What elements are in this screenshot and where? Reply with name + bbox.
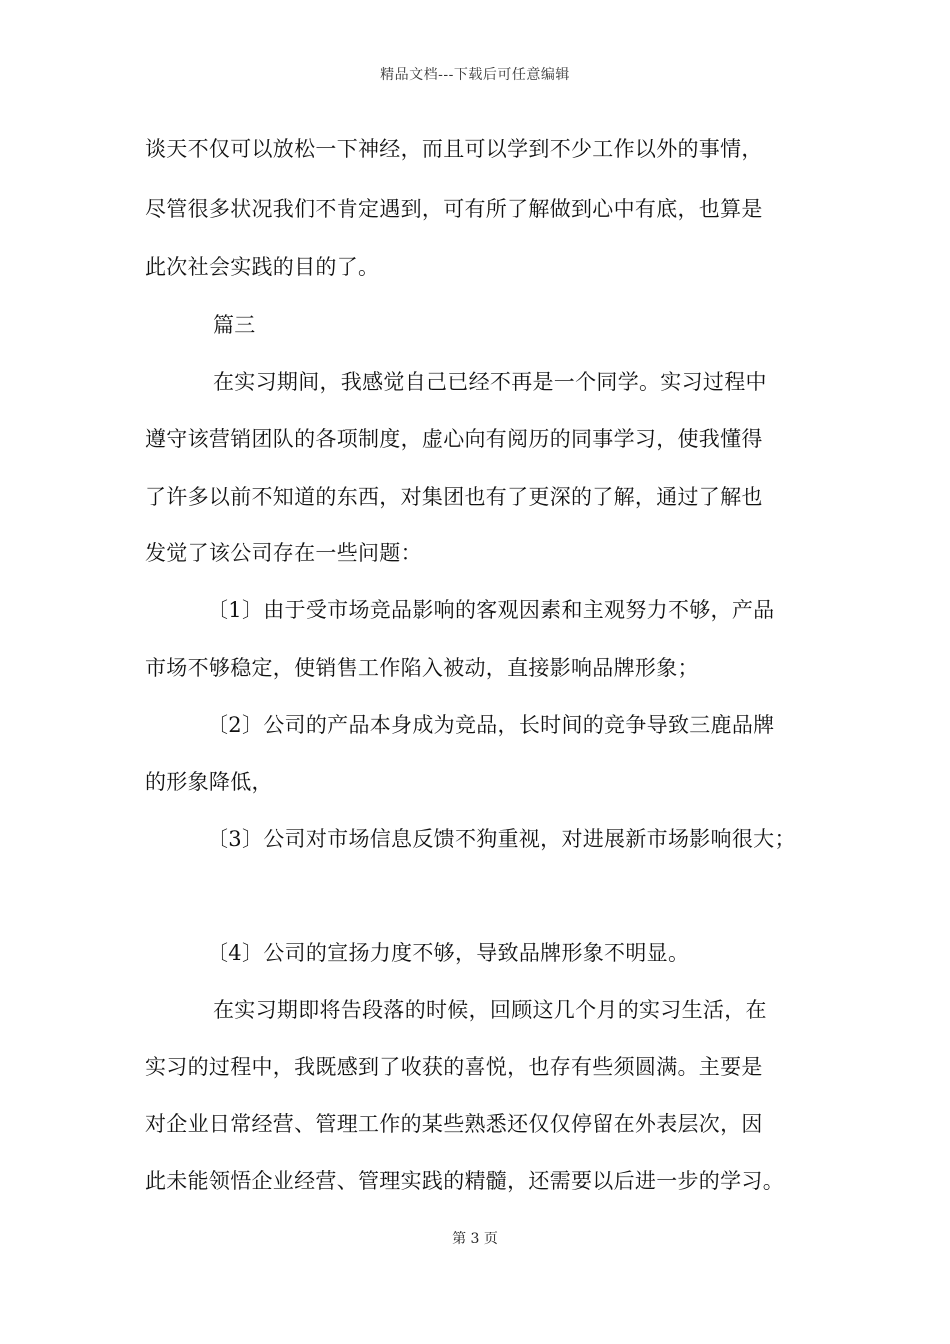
body-line: 的形象降低， — [145, 770, 273, 794]
body-line: 实习的过程中，我既感到了收获的喜悦，也存有些须圆满。主要是 — [145, 1055, 763, 1079]
page-number: 第 3 页 — [452, 1231, 498, 1247]
body-line: 遵守该营销团队的各项制度，虚心向有阅历的同事学习，使我懂得 — [145, 427, 763, 451]
list-item: 〔2〕公司的产品本身成为竞品，长时间的竞争导致三鹿品牌 — [207, 713, 775, 737]
body-line: 此未能领悟企业经营、管理实践的精髓，还需要以后进一步的学习。 — [145, 1169, 784, 1193]
body-line: 市场不够稳定，使销售工作陷入被动，直接影响品牌形象； — [145, 656, 699, 680]
body-line: 谈天不仅可以放松一下神经，而且可以学到不少工作以外的事情， — [145, 137, 763, 161]
body-line: 发觉了该公司存在一些问题： — [145, 541, 422, 565]
body-line: 了许多以前不知道的东西，对集团也有了更深的了解，通过了解也 — [145, 485, 763, 509]
body-line: 对企业日常经营、管理工作的某些熟悉还仅仅停留在外表层次，因 — [145, 1112, 763, 1136]
list-item: 〔4〕公司的宣扬力度不够，导致品牌形象不明显。 — [207, 941, 690, 965]
body-line: 尽管很多状况我们不肯定遇到，可有所了解做到心中有底，也算是 — [145, 197, 763, 221]
body-line: 在实习期即将告段落的时候，回顾这几个月的实习生活，在 — [213, 998, 767, 1022]
page-header: 精品文档---下载后可任意编辑 — [380, 67, 570, 83]
list-item: 〔3〕公司对市场信息反馈不狗重视，对进展新市场影响很大； — [207, 827, 796, 851]
list-item: 〔1〕由于受市场竞品影响的客观因素和主观努力不够，产品 — [207, 598, 775, 622]
body-line: 在实习期间，我感觉自己已经不再是一个同学。实习过程中 — [213, 370, 767, 394]
section-heading: 篇三 — [213, 313, 256, 337]
body-line: 此次社会实践的目的了。 — [145, 255, 380, 279]
